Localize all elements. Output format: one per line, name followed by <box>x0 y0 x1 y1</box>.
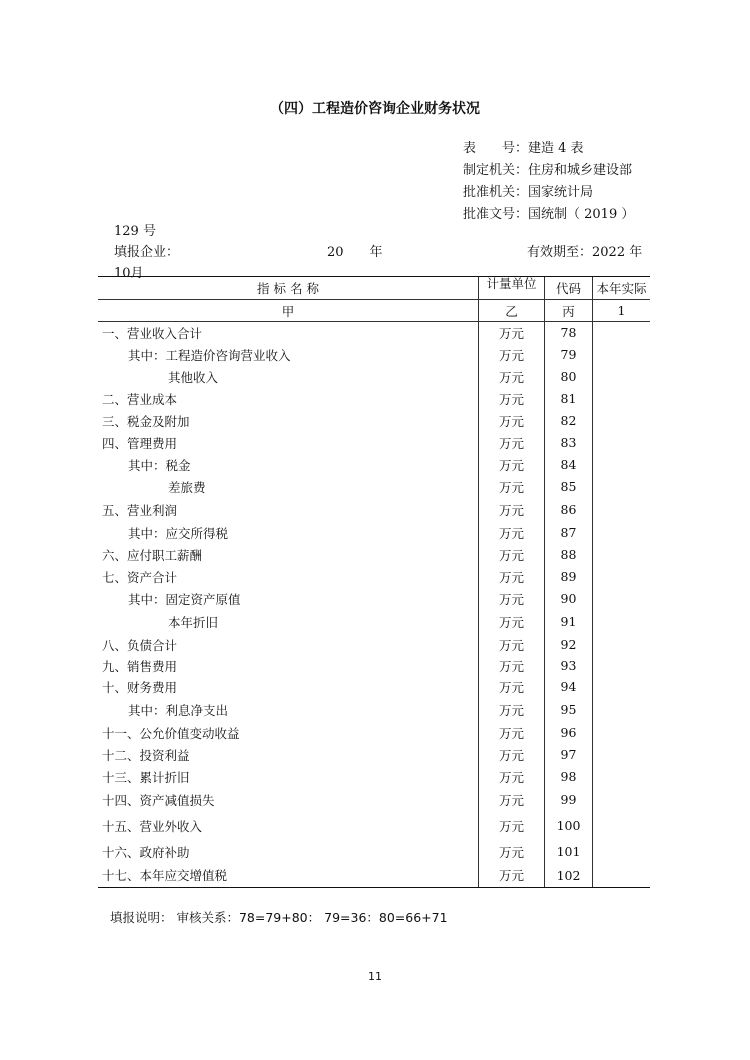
row-indicator-name: 其中：应交所得税 <box>128 525 229 541</box>
row-actual-value[interactable] <box>593 610 651 634</box>
subheader-actual: 1 <box>593 300 651 322</box>
table-row <box>98 766 650 788</box>
row-unit: 万元 <box>479 840 545 864</box>
row-unit: 万元 <box>479 322 545 344</box>
row-indicator-name: 八、负债合计 <box>102 637 178 653</box>
row-unit: 万元 <box>479 766 545 788</box>
row-code: 94 <box>545 676 593 698</box>
row-code: 99 <box>545 788 593 812</box>
row-actual-value[interactable] <box>593 544 651 566</box>
table-row <box>98 840 650 864</box>
subheader-name: 甲 <box>98 300 479 322</box>
row-unit: 万元 <box>479 656 545 676</box>
row-indicator-name: 九、销售费用 <box>102 658 178 674</box>
row-unit: 万元 <box>479 634 545 656</box>
row-indicator-name: 一、营业收入合计 <box>102 325 203 341</box>
row-indicator-name: 其他收入 <box>168 369 219 385</box>
row-code: 79 <box>545 344 593 366</box>
table-row <box>98 476 650 498</box>
row-indicator-name: 其中：固定资产原值 <box>128 591 241 607</box>
table-row <box>98 656 650 676</box>
row-indicator-name: 其中：税金 <box>128 457 191 473</box>
row-indicator-name: 十二、投资利益 <box>102 747 190 763</box>
row-actual-value[interactable] <box>593 566 651 588</box>
row-unit: 万元 <box>479 498 545 522</box>
row-indicator-name: 十三、累计折旧 <box>102 769 190 785</box>
approval-document-number: 批准文号：国统制（ 2019 ） <box>463 207 635 222</box>
page-number: 11 <box>368 970 382 983</box>
row-actual-value[interactable] <box>593 344 651 366</box>
row-code: 100 <box>545 812 593 840</box>
row-unit: 万元 <box>479 566 545 588</box>
row-actual-value[interactable] <box>593 388 651 410</box>
row-code: 98 <box>545 766 593 788</box>
row-unit: 万元 <box>479 432 545 454</box>
table-row <box>98 634 650 656</box>
document-number-suffix: 129 号 <box>114 224 156 239</box>
row-code: 96 <box>545 722 593 744</box>
table-body <box>98 322 650 888</box>
table-row <box>98 698 650 722</box>
row-actual-value[interactable] <box>593 788 651 812</box>
row-actual-value[interactable] <box>593 476 651 498</box>
row-unit: 万元 <box>479 588 545 610</box>
row-actual-value[interactable] <box>593 864 651 888</box>
subheader-unit: 乙 <box>479 300 545 322</box>
row-actual-value[interactable] <box>593 432 651 454</box>
row-unit: 万元 <box>479 864 545 888</box>
header-unit-text: 计量单位 <box>486 277 537 291</box>
row-indicator-name: 十四、资产减值损失 <box>102 792 215 808</box>
row-code: 90 <box>545 588 593 610</box>
row-actual-value[interactable] <box>593 722 651 744</box>
header-indicator-name: 指 标 名 称 <box>98 277 479 300</box>
row-indicator-name: 七、资产合计 <box>102 569 178 585</box>
page-title: （四）工程造价咨询企业财务状况 <box>270 101 480 117</box>
row-code: 92 <box>545 634 593 656</box>
row-unit: 万元 <box>479 676 545 698</box>
row-unit: 万元 <box>479 522 545 544</box>
valid-until-month: 10月 <box>114 266 144 281</box>
row-code: 89 <box>545 566 593 588</box>
table-subheader-row <box>98 300 650 322</box>
table-row <box>98 366 650 388</box>
row-actual-value[interactable] <box>593 812 651 840</box>
table-row <box>98 388 650 410</box>
table-row <box>98 588 650 610</box>
row-actual-value[interactable] <box>593 366 651 388</box>
row-code: 86 <box>545 498 593 522</box>
approving-authority: 批准机关：国家统计局 <box>463 185 594 200</box>
table-row <box>98 498 650 522</box>
row-code: 93 <box>545 656 593 676</box>
row-actual-value[interactable] <box>593 322 651 344</box>
row-actual-value[interactable] <box>593 588 651 610</box>
row-actual-value[interactable] <box>593 454 651 476</box>
issuing-authority: 制定机关：住房和城乡建设部 <box>463 163 633 178</box>
header-code: 代码 <box>545 277 593 300</box>
row-indicator-name: 六、应付职工薪酬 <box>102 547 203 563</box>
row-indicator-name: 本年折旧 <box>168 614 219 630</box>
row-indicator-name: 十六、政府补助 <box>102 844 190 860</box>
table-row <box>98 812 650 840</box>
table-row <box>98 544 650 566</box>
header-actual-this-year: 本年实际 <box>593 277 651 300</box>
row-code: 88 <box>545 544 593 566</box>
filler-company-label: 填报企业： <box>114 245 180 260</box>
row-code: 81 <box>545 388 593 410</box>
row-unit: 万元 <box>479 722 545 744</box>
table-row <box>98 864 650 888</box>
row-actual-value[interactable] <box>593 656 651 676</box>
row-code: 80 <box>545 366 593 388</box>
table-row <box>98 432 650 454</box>
table-row <box>98 788 650 812</box>
row-code: 84 <box>545 454 593 476</box>
row-code: 91 <box>545 610 593 634</box>
row-actual-value[interactable] <box>593 634 651 656</box>
row-unit: 万元 <box>479 744 545 766</box>
row-unit: 万元 <box>479 544 545 566</box>
report-year-label: 20 年 <box>327 245 383 260</box>
row-code: 85 <box>545 476 593 498</box>
row-unit: 万元 <box>479 610 545 634</box>
row-actual-value[interactable] <box>593 698 651 722</box>
row-actual-value[interactable] <box>593 744 651 766</box>
row-unit: 万元 <box>479 344 545 366</box>
row-unit: 万元 <box>479 366 545 388</box>
table-row <box>98 410 650 432</box>
row-actual-value[interactable] <box>593 840 651 864</box>
row-code: 95 <box>545 698 593 722</box>
row-indicator-name: 其中：利息净支出 <box>128 702 229 718</box>
row-actual-value[interactable] <box>593 498 651 522</box>
subheader-code: 丙 <box>545 300 593 322</box>
row-code: 97 <box>545 744 593 766</box>
row-indicator-name: 三、税金及附加 <box>102 413 190 429</box>
row-code: 101 <box>545 840 593 864</box>
row-code: 78 <box>545 322 593 344</box>
financial-status-table <box>98 276 650 888</box>
row-indicator-name: 十五、营业外收入 <box>102 818 203 834</box>
row-indicator-name: 十七、本年应交增值税 <box>98 864 479 888</box>
row-actual-value[interactable] <box>593 766 651 788</box>
table-row <box>98 722 650 744</box>
row-indicator-name: 十、财务费用 <box>102 679 178 695</box>
row-code: 83 <box>545 432 593 454</box>
filling-instructions: 填报说明： 审核关系：78=79+80： 79=36：80=66+71 <box>110 910 448 925</box>
row-indicator-name: 四、管理费用 <box>102 435 178 451</box>
row-indicator-name: 五、营业利润 <box>102 502 178 518</box>
row-code: 82 <box>545 410 593 432</box>
table-row <box>98 322 650 344</box>
row-unit: 万元 <box>479 476 545 498</box>
row-unit: 万元 <box>479 788 545 812</box>
row-unit: 万元 <box>479 454 545 476</box>
row-actual-value[interactable] <box>593 410 651 432</box>
row-code: 102 <box>545 864 593 888</box>
table-row <box>98 676 650 698</box>
table-row <box>98 744 650 766</box>
table-row <box>98 344 650 366</box>
table-row <box>98 566 650 588</box>
table-header-row <box>98 277 650 300</box>
row-actual-value[interactable] <box>593 676 651 698</box>
row-unit: 万元 <box>479 698 545 722</box>
row-indicator-name: 差旅费 <box>168 479 206 495</box>
row-code: 87 <box>545 522 593 544</box>
row-indicator-name: 其中：工程造价咨询营业收入 <box>128 347 291 363</box>
row-actual-value[interactable] <box>593 522 651 544</box>
table-row <box>98 454 650 476</box>
row-unit: 万元 <box>479 410 545 432</box>
row-indicator-name: 十一、公允价值变动收益 <box>102 725 240 741</box>
row-indicator-name: 二、营业成本 <box>102 391 178 407</box>
table-row <box>98 522 650 544</box>
form-number: 表 号：建造 4 表 <box>463 141 584 156</box>
table-row <box>98 610 650 634</box>
valid-until-label: 有效期至：2022 年 <box>527 245 643 260</box>
header-unit <box>479 277 545 300</box>
row-unit: 万元 <box>479 812 545 840</box>
row-unit: 万元 <box>479 388 545 410</box>
